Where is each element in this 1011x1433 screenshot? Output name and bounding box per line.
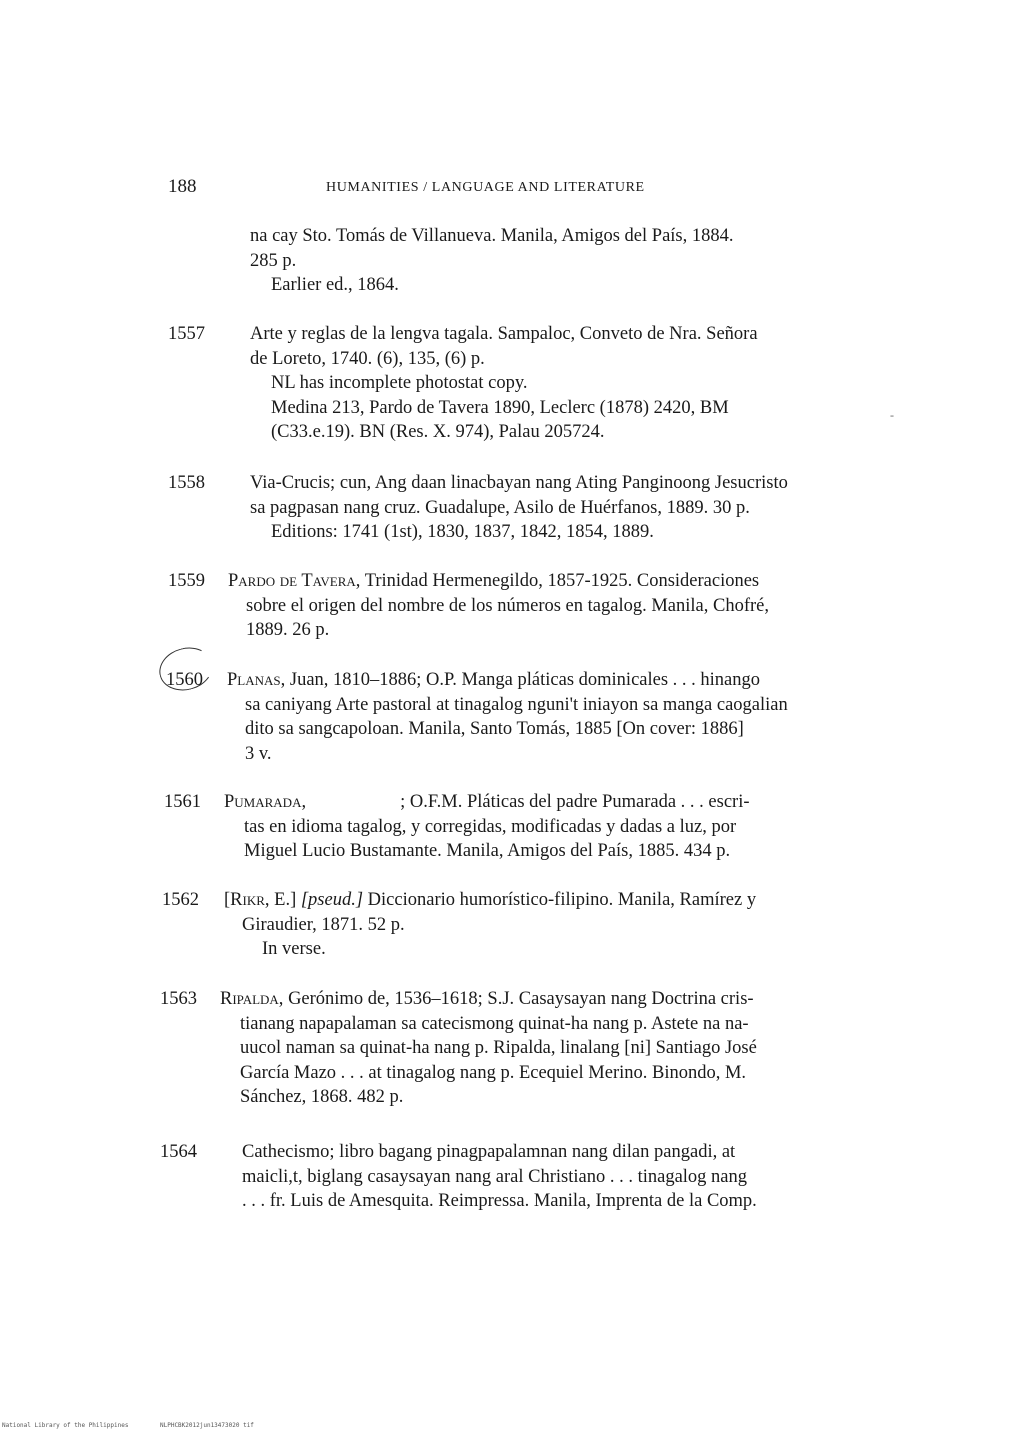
entry-number: 1558 <box>168 473 205 493</box>
entry-line: Sánchez, 1868. 482 p. <box>240 1087 404 1107</box>
entry-1562 <box>162 888 862 962</box>
entry-number: 1561 <box>164 792 201 812</box>
entry-line: na cay Sto. Tomás de Villanueva. Manila, Amigos del País, 1884. <box>250 226 734 246</box>
entry-line: tas en idioma tagalog, y corregidas, modificadas y dadas a luz, por <box>244 816 737 837</box>
entry-note: Editions: 1741 (1st), 1830, 1837, 1842, 1854, 1889. <box>271 522 654 542</box>
entry-text: ; O.F.M. Pláticas del padre Pumarada . . . escri- <box>400 792 750 812</box>
entry-author: [Rikr, E.] <box>224 890 297 910</box>
entry-line: 3 v. <box>245 743 272 764</box>
entry-number: 1564 <box>160 1142 197 1162</box>
entry-line: García Mazo . . . at tinagalog nang p. Ecequiel Merino. Binondo, M. <box>240 1062 747 1083</box>
entry-line: maicli,t, biglang casaysayan nang aral Christiano . . . tinagalog nang <box>242 1166 748 1187</box>
entry-1563 <box>160 987 860 1110</box>
entry-number: 1563 <box>160 989 197 1009</box>
entry-author: Pumarada, <box>224 792 307 812</box>
entry-line: uucol naman sa quinat-ha nang p. Ripalda, linalang [ni] Santiago José <box>240 1038 757 1058</box>
entry-line: sobre el origen del nombre de los números en tagalog. Manila, Chofré, <box>246 595 769 616</box>
entry-number: 1557 <box>168 324 205 344</box>
entry-line <box>220 987 860 1012</box>
entry-text: Juan, 1810–1886; O.P. Manga pláticas dominicales . . . hinango <box>285 670 761 690</box>
entry-text: Trinidad Hermenegildo, 1857-1925. Consideraciones <box>360 571 760 591</box>
entry-note: Medina 213, Pardo de Tavera 1890, Leclerc (1878) 2420, BM <box>271 397 729 418</box>
entry-1559 <box>168 569 868 643</box>
entry-line: sa pagpasan nang cruz. Guadalupe, Asilo de Huérfanos, 1889. 30 p. <box>250 497 750 518</box>
scan-footer-left: National Library of the Philippines <box>2 1422 129 1429</box>
entry-line: Giraudier, 1871. 52 p. <box>242 914 405 935</box>
entry-line <box>224 888 862 913</box>
entry-text: Gerónimo de, 1536–1618; S.J. Casaysayan nang Doctrina cris- <box>283 989 754 1009</box>
entry-line <box>228 569 868 594</box>
entry-1561 <box>164 790 864 864</box>
entry-number: 1560 <box>166 670 203 690</box>
entry-line: de Loreto, 1740. (6), 135, (6) p. <box>250 348 485 369</box>
entry-line: sa caniyang Arte pastoral at tinagalog nguni't iniayon sa manga caogalian <box>245 694 788 715</box>
running-title: HUMANITIES / LANGUAGE AND LITERATURE <box>326 180 645 195</box>
entry-number: 1559 <box>168 571 205 591</box>
entry-line: 1889. 26 p. <box>246 620 330 640</box>
entry-number: 1562 <box>162 890 199 910</box>
entry-author: Pardo de Tavera, <box>228 571 361 591</box>
entry-line: Arte y reglas de la lengva tagala. Sampaloc, Conveto de Nra. Señora <box>250 324 758 344</box>
entry-author: Ripalda, <box>220 989 284 1009</box>
entry-line: Miguel Lucio Bustamante. Manila, Amigos del País, 1885. 434 p. <box>244 841 731 861</box>
entry-1564 <box>160 1140 860 1214</box>
entry-line: Via-Crucis; cun, Ang daan linacbayan nang Ating Panginoong Jesucristo <box>250 473 788 493</box>
entry-line: dito sa sangcapoloan. Manila, Santo Tomás, 1885 [On cover: 1886] <box>245 719 744 739</box>
entry-note: Earlier ed., 1864. <box>271 275 399 295</box>
entry-1560 <box>166 668 866 766</box>
entry-text: Diccionario humorístico-filipino. Manila, Ramírez y <box>363 890 757 910</box>
entry-1558 <box>168 471 868 545</box>
entry-note: In verse. <box>262 939 326 959</box>
entry-line: tianang napapalaman sa catecismong quinat-ha nang p. Astete na na- <box>240 1013 749 1034</box>
entry-line <box>227 668 866 693</box>
page-number: 188 <box>168 176 197 197</box>
entry-1557 <box>168 322 868 445</box>
entry-pseudonym-note: [pseud.] <box>300 890 364 910</box>
entry-author: Planas, <box>227 670 286 690</box>
entry-line: Cathecismo; libro bagang pinagpapalamnan nang dilan pangadi, at <box>242 1142 736 1162</box>
entry-note: NL has incomplete photostat copy. <box>271 373 528 393</box>
scan-speck: - <box>890 408 894 422</box>
entry-line: 285 p. <box>250 250 297 271</box>
scan-footer-right: NLPHCBK2012jun13473020 tif <box>160 1422 254 1429</box>
entry-line <box>224 790 864 815</box>
entry-line: . . . fr. Luis de Amesquita. Reimpressa. Manila, Imprenta de la Comp. <box>242 1191 757 1211</box>
entry-continuation <box>250 224 734 298</box>
entry-note: (C33.e.19). BN (Res. X. 974), Palau 205724. <box>271 422 605 442</box>
